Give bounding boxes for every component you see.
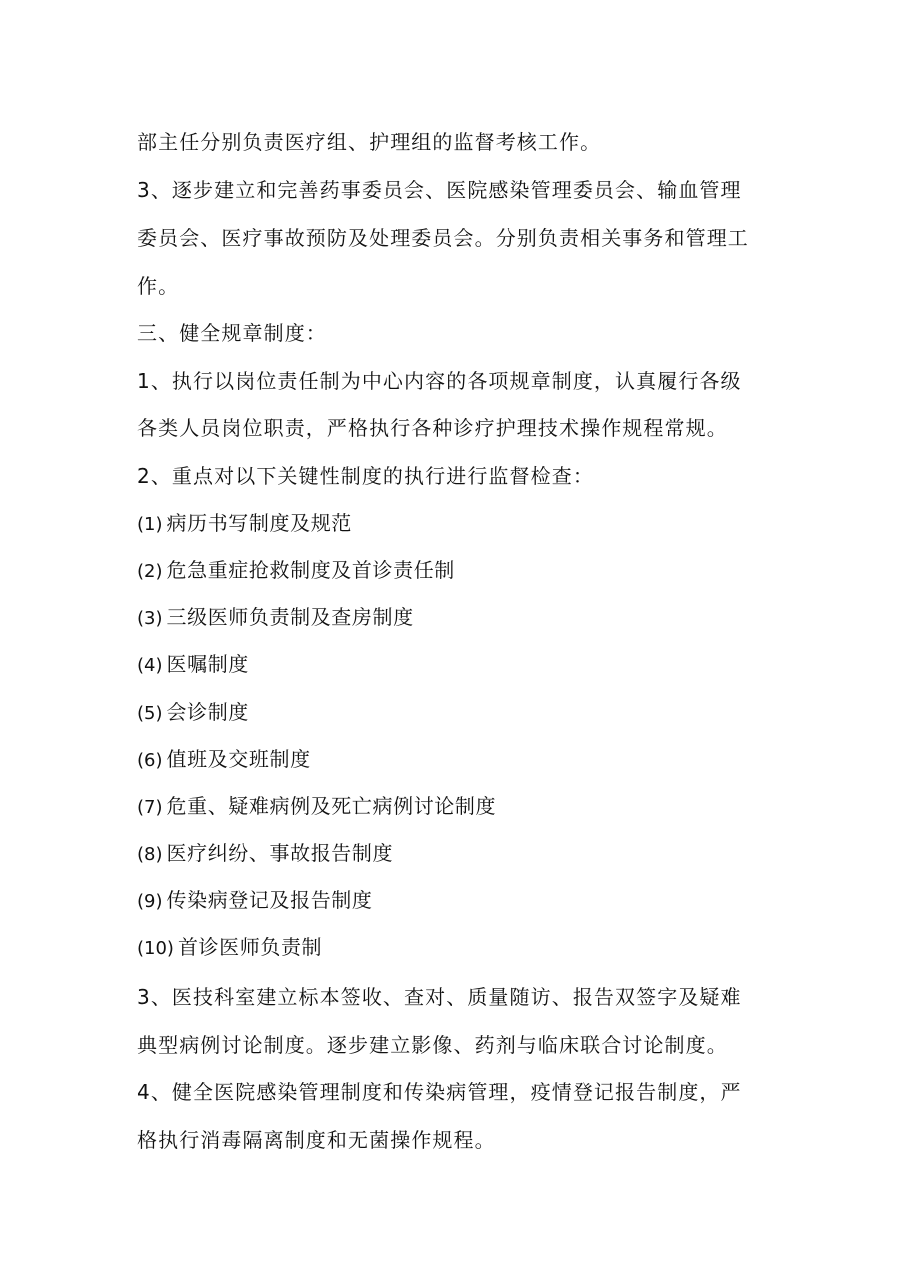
list-item-number: (8) (137, 844, 163, 865)
list-item (137, 839, 777, 869)
list-item-number: (10) (137, 938, 174, 959)
list-item (137, 792, 777, 822)
paragraph-line: 典型病例讨论制度。逐步建立影像、药剂与临床联合讨论制度。 (137, 1033, 728, 1057)
list-item-number: (9) (137, 891, 163, 912)
list-item-text: 值班及交班制度 (166, 747, 311, 771)
list-item-text: 会诊制度 (166, 700, 249, 724)
list-item (137, 509, 777, 539)
list-item-number: (4) (137, 655, 163, 676)
list-item-text: 医嘱制度 (166, 652, 249, 676)
list-item (137, 745, 777, 775)
paragraph-line: 4、健全医院感染管理制度和传染病管理，疫情登记报告制度，严 (137, 1080, 742, 1104)
paragraph-line: 委员会、医疗事故预防及处理委员会。分别负责相关事务和管理工 (137, 226, 749, 250)
list-item-number: (3) (137, 608, 163, 629)
list-item-text: 危急重症抢救制度及首诊责任制 (166, 558, 455, 582)
paragraph-line: 1、执行以岗位责任制为中心内容的各项规章制度，认真履行各级 (137, 369, 742, 393)
list-item-text: 病历书写制度及规范 (166, 511, 352, 535)
list-item-text: 三级医师负责制及查房制度 (166, 605, 414, 629)
list-item-number: (5) (137, 703, 163, 724)
list-item-number: (7) (137, 797, 163, 818)
list-item (137, 698, 777, 728)
list-item (137, 650, 777, 680)
list-item (137, 933, 777, 963)
paragraph-line: 2、重点对以下关键性制度的执行进行监督检查： (137, 464, 594, 488)
list-item-number: (2) (137, 561, 163, 582)
paragraph-line: 部主任分别负责医疗组、护理组的监督考核工作。 (137, 130, 602, 154)
list-item-text: 医疗纠纷、事故报告制度 (166, 841, 394, 865)
section-heading: 三、健全规章制度： (137, 321, 327, 345)
list-item-number: (1) (137, 514, 163, 535)
list-item-text: 危重、疑难病例及死亡病例讨论制度 (166, 794, 497, 818)
list-item-text: 首诊医师负责制 (177, 935, 323, 959)
list-item (137, 886, 777, 916)
list-item-number: (6) (137, 750, 163, 771)
list-item-text: 传染病登记及报告制度 (166, 888, 373, 912)
list-item (137, 603, 777, 633)
paragraph-line: 各类人员岗位职责，严格执行各种诊疗护理技术操作规程常规。 (137, 416, 728, 440)
paragraph-line: 作。 (137, 274, 180, 298)
paragraph-line: 3、逐步建立和完善药事委员会、医院感染管理委员会、输血管理 (137, 178, 742, 202)
paragraph-line: 3、医技科室建立标本签收、查对、质量随访、报告双签字及疑难 (137, 985, 742, 1009)
list-item (137, 556, 777, 586)
paragraph-line: 格执行消毒隔离制度和无菌操作规程。 (137, 1128, 496, 1152)
